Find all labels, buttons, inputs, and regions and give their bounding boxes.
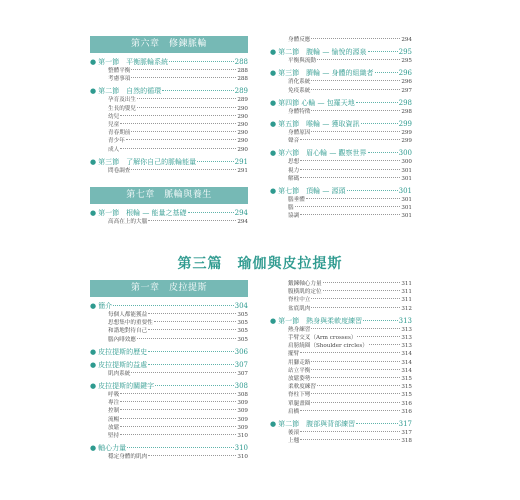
toc-section[interactable]: ● 軸心力量 310 bbox=[90, 444, 248, 453]
toc-entry[interactable]: 手臂交叉（Arm crosses） 313 bbox=[288, 335, 412, 342]
toc-entry[interactable]: 腦內啡效應 305 bbox=[108, 336, 248, 343]
toc-section[interactable]: ● 皮拉提斯的益處 307 bbox=[90, 360, 248, 369]
toc-entry[interactable]: 生長的嬰兒 290 bbox=[108, 105, 248, 112]
toc-entry[interactable]: 放鬆姿勢 315 bbox=[288, 376, 412, 383]
toc-entry[interactable]: 擺臂 314 bbox=[288, 351, 412, 358]
toc-section[interactable]: ● 第三節 了解你自己的脈輪能量 291 bbox=[90, 157, 248, 166]
toc-entry[interactable]: 鍛鍊軸心力量 311 bbox=[288, 281, 412, 287]
toc-entry[interactable]: 熱身練習 313 bbox=[288, 326, 412, 333]
bullet-icon: ● bbox=[270, 48, 277, 57]
toc-section[interactable]: ● 第一節 熱身與柔軟度練習 313 bbox=[270, 316, 412, 325]
bullet-icon: ● bbox=[90, 209, 97, 218]
bullet-icon: ● bbox=[270, 316, 277, 325]
bullet-icon: ● bbox=[90, 347, 97, 356]
toc-section[interactable]: ● 第二節 腹輪 — 愉悅的源泉 295 bbox=[270, 48, 412, 57]
part-title: 第三篇 瑜伽與皮拉提斯 bbox=[177, 256, 343, 272]
toc-entry[interactable]: 柔軟度練習 315 bbox=[288, 384, 412, 391]
toc-entry[interactable]: 脊柱中立 311 bbox=[288, 297, 412, 304]
bullet-icon: ● bbox=[90, 302, 97, 310]
toc-entry[interactable]: 整體平衡 288 bbox=[108, 68, 248, 74]
toc-section[interactable]: ● 第六節 眉心輪 — 觀察世界 300 bbox=[270, 149, 412, 158]
toc-entry[interactable]: 呼吸 308 bbox=[108, 392, 248, 399]
toc-section[interactable]: ● 簡介 304 bbox=[90, 302, 248, 310]
chapter-heading: 第一章 皮拉提斯 bbox=[90, 280, 248, 297]
toc-entry[interactable]: 腹横肌的定位 311 bbox=[288, 289, 412, 296]
toc-entry[interactable]: 肩膀繞圈（Shoulder circles） 313 bbox=[288, 343, 412, 350]
toc-entry[interactable]: 幼兒 290 bbox=[108, 113, 248, 120]
toc-column-top-right bbox=[270, 36, 412, 221]
bullet-icon: ● bbox=[90, 87, 97, 96]
toc-entry[interactable]: 免疫系統 297 bbox=[288, 87, 412, 94]
toc-entry[interactable]: 考慮事項 288 bbox=[108, 76, 248, 83]
toc-section[interactable]: ● 第二節 腹部與背部練習 317 bbox=[270, 420, 412, 429]
bullet-icon: ● bbox=[90, 58, 97, 66]
toc-entry[interactable]: 身體原因 299 bbox=[288, 130, 412, 137]
toc-entry[interactable]: 用腳走路 314 bbox=[288, 359, 412, 366]
toc-section[interactable]: ● 皮拉提斯的關鍵字 308 bbox=[90, 382, 248, 391]
toc-entry[interactable]: 脊柱下彎 315 bbox=[288, 392, 412, 399]
toc-entry[interactable]: 青春期前 290 bbox=[108, 130, 248, 137]
bullet-icon: ● bbox=[270, 420, 277, 429]
toc-entry[interactable]: 協調 301 bbox=[288, 213, 412, 220]
toc-entry[interactable]: 成人 290 bbox=[108, 146, 248, 153]
toc-entry[interactable]: 身體特徵 298 bbox=[288, 108, 412, 115]
toc-entry[interactable]: 站立平衡 314 bbox=[288, 367, 412, 374]
toc-entry[interactable]: 腦 301 bbox=[288, 205, 412, 212]
toc-entry[interactable]: 肌肉系統 307 bbox=[108, 370, 248, 377]
toc-section[interactable]: ● 第二節 自然的循環 289 bbox=[90, 87, 248, 96]
toc-entry[interactable]: 堅持 310 bbox=[108, 433, 248, 440]
toc-entry[interactable]: 每個人都能獲益 305 bbox=[108, 312, 248, 318]
toc-column-bottom-right bbox=[270, 280, 412, 445]
toc-entry[interactable]: 聲音 299 bbox=[288, 138, 412, 145]
toc-column-top-left bbox=[90, 36, 248, 226]
chapter-heading: 第七章 脈輪與養生 bbox=[90, 187, 248, 204]
toc-entry[interactable]: 後滚 317 bbox=[288, 430, 412, 437]
bullet-icon: ● bbox=[270, 120, 277, 129]
toc-entry[interactable]: 上翹 318 bbox=[288, 438, 412, 445]
toc-entry[interactable]: 解碼 301 bbox=[288, 175, 412, 182]
toc-entry[interactable]: 穩定身體的肌肉 310 bbox=[108, 454, 248, 461]
toc-entry[interactable]: 思想 300 bbox=[288, 159, 412, 166]
bullet-icon: ● bbox=[270, 187, 277, 196]
bullet-icon: ● bbox=[270, 69, 277, 78]
toc-entry[interactable]: 孕育及出生 289 bbox=[108, 97, 248, 104]
toc-section[interactable]: ● 皮拉提斯的歷史 306 bbox=[90, 347, 248, 356]
toc-column-bottom-left bbox=[90, 280, 248, 461]
toc-entry[interactable]: 盆底肌肉 312 bbox=[288, 305, 412, 312]
toc-section[interactable]: ● 第一節 平衡脈輪系統 288 bbox=[90, 58, 248, 66]
toc-entry[interactable]: 平衡與流動 295 bbox=[288, 58, 412, 65]
toc-entry[interactable]: 身體反應 294 bbox=[288, 37, 412, 43]
toc-section[interactable]: ● 第四節 心輪 — 包羅天地 298 bbox=[270, 98, 412, 107]
bullet-icon: ● bbox=[90, 360, 97, 369]
toc-entry[interactable]: 流暢 309 bbox=[108, 416, 248, 423]
toc-entry[interactable]: 和諧地對待自己 305 bbox=[108, 328, 248, 335]
toc-entry[interactable]: 思想集中的重要性 305 bbox=[108, 320, 248, 327]
toc-entry[interactable]: 青少年 290 bbox=[108, 138, 248, 145]
toc-section[interactable]: ● 第一節 根輪 — 能量之基礎 294 bbox=[90, 209, 248, 218]
toc-entry[interactable]: 兒童 290 bbox=[108, 122, 248, 129]
toc-entry[interactable]: 高高在上的大腦 294 bbox=[108, 219, 248, 226]
toc-section[interactable]: ● 第三節 臍輪 — 身體的組織者 296 bbox=[270, 69, 412, 78]
bullet-icon: ● bbox=[90, 157, 97, 166]
toc-entry[interactable]: 肩橋 316 bbox=[288, 408, 412, 415]
toc-entry[interactable]: 消化系統 296 bbox=[288, 79, 412, 86]
toc-entry[interactable]: 腦垂體 301 bbox=[288, 197, 412, 204]
toc-entry[interactable]: 單腿畫圈 316 bbox=[288, 400, 412, 407]
bullet-icon: ● bbox=[90, 382, 97, 391]
toc-entry[interactable]: 視力 301 bbox=[288, 167, 412, 174]
bullet-icon: ● bbox=[90, 444, 97, 453]
bullet-icon: ● bbox=[270, 98, 277, 107]
toc-entry[interactable]: 問卷調查 291 bbox=[108, 167, 248, 174]
chapter-heading: 第六章 修鍊脈輪 bbox=[90, 36, 248, 53]
bullet-icon: ● bbox=[270, 149, 277, 158]
toc-section[interactable]: ● 第五節 喉輪 — 獲取資訊 299 bbox=[270, 120, 412, 129]
toc-section[interactable]: ● 第七節 頂輪 — 源頭 301 bbox=[270, 187, 412, 196]
toc-entry[interactable]: 專注 309 bbox=[108, 400, 248, 407]
toc-entry[interactable]: 放鬆 309 bbox=[108, 424, 248, 431]
toc-entry[interactable]: 控制 309 bbox=[108, 408, 248, 415]
